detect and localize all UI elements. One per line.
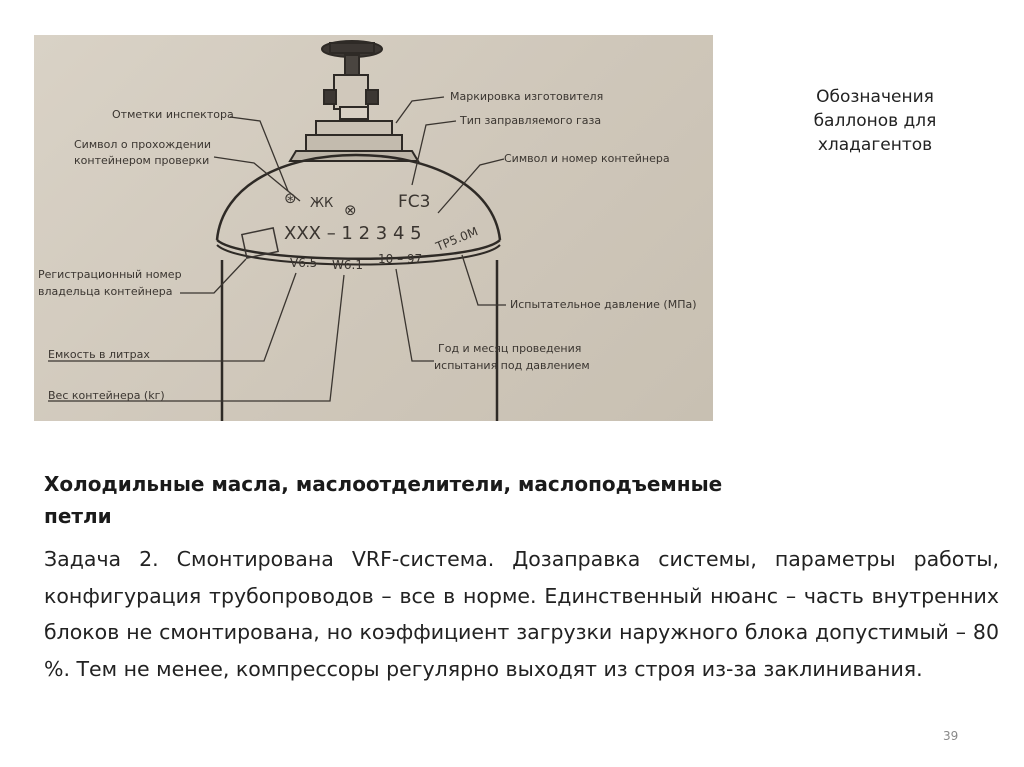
dome-pressure-code: TP5.0M (433, 224, 480, 254)
side-caption-line-3: хладагентов (817, 135, 933, 155)
label-owner-reg-2: владельца контейнера (38, 285, 173, 298)
cylinder-diagram-photo (34, 35, 713, 421)
task-description: Задача 2. Смонтирована VRF-система. Дозаправка системы, параметры работы, конфигурация трубопроводов – все в норме. Единственный нюанс – часть внутренних блоков не смонтирована, но коэффициент загрузки наружного блока допустимый – 80 %. Тем не менее, компрессоры регулярно выходят из строя из-за заклинивания. (44, 547, 999, 681)
side-caption-line-2: баллонов для (813, 111, 937, 131)
dome-symbol-a: ⊛ (284, 189, 297, 207)
dome-gas-code: FC3 (398, 192, 431, 212)
valve-icon (290, 41, 418, 161)
section-heading-line-2: петли (44, 504, 112, 528)
section-heading-line-1: Холодильные масла, маслоотделители, маслоподъемные (44, 472, 723, 496)
label-container-symbol: Символ и номер контейнера (504, 152, 670, 165)
label-manufacturer-marking: Маркировка изготовителя (450, 90, 604, 103)
label-volume: Емкость в литрах (48, 348, 150, 361)
label-inspection-symbol-2: контейнером проверки (74, 154, 210, 167)
page-number: 39 (943, 729, 959, 743)
label-inspector-marks: Отметки инспектора (112, 108, 234, 121)
side-caption (790, 85, 960, 157)
label-owner-reg-1: Регистрационный номер (38, 268, 182, 281)
dome-date-code: 10 – 97 (378, 252, 423, 266)
dome-weight-code: W6.1 (332, 258, 363, 272)
label-test-date-1: Год и месяц проведения (438, 342, 582, 355)
dome-symbol-b: ЖК (310, 196, 334, 211)
dome-serial: XXX – 1 2 3 4 5 (284, 223, 422, 244)
label-test-date-2: испытания под давлением (434, 359, 590, 372)
dome-volume-code: V6.5 (290, 256, 318, 270)
label-gas-type: Тип заправляемого газа (460, 114, 602, 127)
side-caption-line-1: Обозначения (816, 87, 934, 107)
cylinder-diagram (34, 35, 713, 421)
dome-symbol-c: ⊗ (344, 201, 357, 219)
section-heading (44, 468, 874, 532)
label-weight: Вес контейнера (kг) (48, 389, 165, 402)
label-inspection-symbol-1: Символ о прохождении (74, 138, 212, 151)
label-test-pressure: Испытательное давление (МПа) (510, 298, 697, 311)
